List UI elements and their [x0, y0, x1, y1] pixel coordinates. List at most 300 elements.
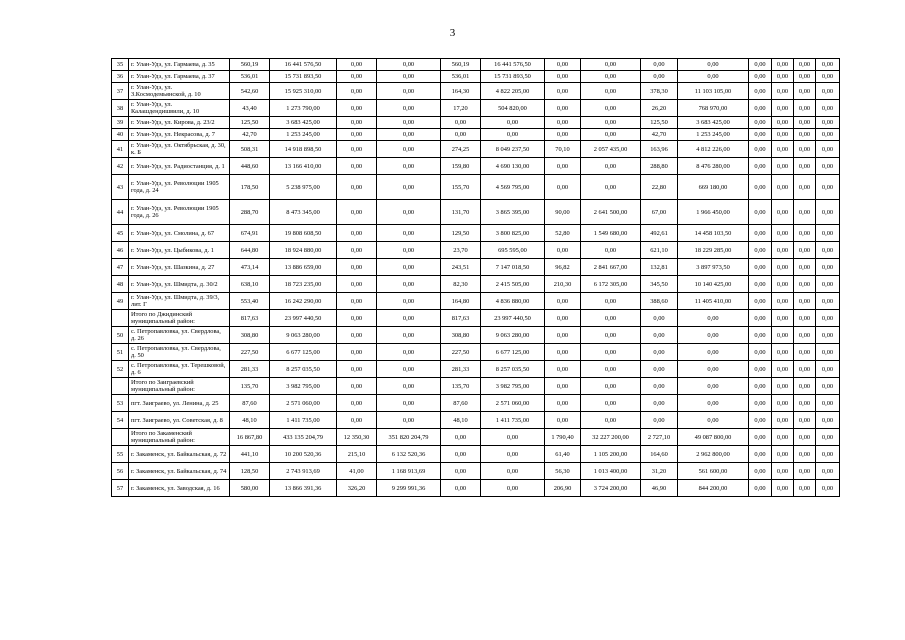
value-cell: 0,00	[749, 200, 772, 225]
value-cell: 125,50	[230, 117, 270, 129]
value-cell: 0,00	[794, 310, 816, 327]
value-cell: 0,00	[545, 242, 581, 259]
value-cell: 132,81	[641, 259, 678, 276]
value-cell: 0,00	[749, 412, 772, 429]
value-cell: 164,60	[641, 446, 678, 463]
value-cell: 0,00	[816, 361, 840, 378]
value-cell: 0,00	[772, 480, 794, 497]
value-cell: 0,00	[772, 141, 794, 158]
value-cell: 0,00	[749, 429, 772, 446]
value-cell: 345,50	[641, 276, 678, 293]
address-cell: с. Петропавловка, ул. Свердлова, д. 26	[129, 327, 230, 344]
row-number: 39	[112, 117, 129, 129]
table-row	[112, 378, 840, 395]
value-cell: 0,00	[794, 200, 816, 225]
value-cell: 0,00	[749, 175, 772, 200]
value-cell: 1 168 913,69	[377, 463, 441, 480]
value-cell: 0,00	[581, 129, 641, 141]
value-cell: 536,01	[230, 71, 270, 83]
value-cell: 0,00	[377, 395, 441, 412]
value-cell: 0,00	[816, 276, 840, 293]
value-cell: 9 299 991,36	[377, 480, 441, 497]
value-cell: 0,00	[749, 361, 772, 378]
value-cell: 6 677 125,00	[481, 344, 545, 361]
value-cell: 0,00	[377, 225, 441, 242]
value-cell: 0,00	[481, 480, 545, 497]
value-cell: 0,00	[749, 344, 772, 361]
value-cell: 16 441 576,50	[481, 59, 545, 71]
value-cell: 0,00	[377, 276, 441, 293]
value-cell: 0,00	[794, 71, 816, 83]
value-cell: 288,70	[230, 200, 270, 225]
value-cell: 56,30	[545, 463, 581, 480]
value-cell: 210,30	[545, 276, 581, 293]
value-cell: 0,00	[772, 463, 794, 480]
value-cell: 0,00	[581, 117, 641, 129]
value-cell: 0,00	[377, 327, 441, 344]
value-cell: 0,00	[545, 412, 581, 429]
value-cell: 0,00	[816, 429, 840, 446]
value-cell: 8 257 035,50	[481, 361, 545, 378]
row-number: 49	[112, 293, 129, 310]
value-cell: 0,00	[377, 242, 441, 259]
table-row	[112, 117, 840, 129]
table-row	[112, 141, 840, 158]
value-cell: 281,33	[441, 361, 481, 378]
value-cell: 308,80	[230, 327, 270, 344]
value-cell: 1 013 400,00	[581, 463, 641, 480]
address-cell: г. Улан-Удэ, ул. Калашдендишвили, д. 10	[129, 100, 230, 117]
value-cell: 0,00	[794, 175, 816, 200]
value-cell: 17,20	[441, 100, 481, 117]
value-cell: 227,50	[230, 344, 270, 361]
value-cell: 0,00	[772, 117, 794, 129]
value-cell: 274,25	[441, 141, 481, 158]
table-row	[112, 480, 840, 497]
value-cell: 508,31	[230, 141, 270, 158]
value-cell: 0,00	[772, 129, 794, 141]
value-cell: 0,00	[337, 259, 377, 276]
value-cell: 13 886 659,00	[270, 259, 337, 276]
value-cell: 0,00	[481, 117, 545, 129]
value-cell: 1 253 245,00	[270, 129, 337, 141]
address-cell: г. Улан-Удэ, ул. Смолина, д. 67	[129, 225, 230, 242]
value-cell: 580,00	[230, 480, 270, 497]
table-row	[112, 412, 840, 429]
value-cell: 0,00	[377, 83, 441, 100]
value-cell: 0,00	[377, 344, 441, 361]
table-row	[112, 225, 840, 242]
value-cell: 0,00	[581, 378, 641, 395]
value-cell: 131,70	[441, 200, 481, 225]
value-cell: 0,00	[641, 378, 678, 395]
address-cell: г. Улан-Удэ, ул. Радиостанция, д. 1	[129, 158, 230, 175]
value-cell: 0,00	[794, 412, 816, 429]
table-row	[112, 361, 840, 378]
table-row	[112, 83, 840, 100]
value-cell: 0,00	[816, 242, 840, 259]
value-cell: 0,00	[749, 293, 772, 310]
value-cell: 10 200 520,36	[270, 446, 337, 463]
value-cell: 1 411 735,00	[481, 412, 545, 429]
value-cell: 0,00	[794, 446, 816, 463]
address-cell: пгт. Заиграево, ул. Советская, д. 8	[129, 412, 230, 429]
row-number: 45	[112, 225, 129, 242]
value-cell: 0,00	[772, 71, 794, 83]
value-cell: 0,00	[377, 361, 441, 378]
address-cell: г. Улан-Удэ, ул. Октябрьская, д. 30, к. Б	[129, 141, 230, 158]
value-cell: 0,00	[772, 259, 794, 276]
value-cell: 0,00	[441, 463, 481, 480]
value-cell: 2 743 913,69	[270, 463, 337, 480]
value-cell: 0,00	[816, 395, 840, 412]
value-cell: 10 140 425,00	[678, 276, 749, 293]
value-cell: 0,00	[337, 378, 377, 395]
value-cell: 0,00	[545, 327, 581, 344]
value-cell: 2 571 060,00	[481, 395, 545, 412]
value-cell: 0,00	[772, 158, 794, 175]
value-cell: 0,00	[772, 200, 794, 225]
value-cell: 0,00	[545, 175, 581, 200]
value-cell: 0,00	[772, 361, 794, 378]
value-cell: 0,00	[772, 100, 794, 117]
address-cell: с. Петропавловка, ул. Свердлова, д. 50	[129, 344, 230, 361]
table-row	[112, 242, 840, 259]
row-number	[112, 310, 129, 327]
value-cell: 159,80	[441, 158, 481, 175]
value-cell: 0,00	[545, 344, 581, 361]
value-cell: 0,00	[794, 129, 816, 141]
value-cell: 473,14	[230, 259, 270, 276]
value-cell: 0,00	[749, 242, 772, 259]
value-cell: 3 683 425,00	[678, 117, 749, 129]
value-cell: 67,00	[641, 200, 678, 225]
value-cell: 0,00	[749, 378, 772, 395]
value-cell: 0,00	[337, 344, 377, 361]
value-cell: 0,00	[749, 59, 772, 71]
value-cell: 4 812 226,00	[678, 141, 749, 158]
value-cell: 3 897 973,50	[678, 259, 749, 276]
table-row	[112, 395, 840, 412]
value-cell: 0,00	[794, 378, 816, 395]
value-cell: 0,00	[772, 242, 794, 259]
value-cell: 14 918 898,50	[270, 141, 337, 158]
value-cell: 0,00	[545, 361, 581, 378]
value-cell: 0,00	[816, 412, 840, 429]
value-cell: 0,00	[337, 117, 377, 129]
address-cell: г. Улан-Удэ, ул. Революции 1905 года, д. 24	[129, 175, 230, 200]
value-cell: 0,00	[581, 327, 641, 344]
value-cell: 49 087 800,00	[678, 429, 749, 446]
value-cell: 388,60	[641, 293, 678, 310]
value-cell: 0,00	[377, 293, 441, 310]
row-number: 48	[112, 276, 129, 293]
value-cell: 0,00	[441, 129, 481, 141]
value-cell: 0,00	[794, 242, 816, 259]
value-cell: 43,40	[230, 100, 270, 117]
register-table	[111, 58, 840, 497]
value-cell: 0,00	[641, 59, 678, 71]
value-cell: 2 415 505,00	[481, 276, 545, 293]
row-number: 41	[112, 141, 129, 158]
value-cell: 0,00	[794, 327, 816, 344]
value-cell: 70,10	[545, 141, 581, 158]
value-cell: 42,70	[230, 129, 270, 141]
table-row	[112, 293, 840, 310]
value-cell: 0,00	[816, 446, 840, 463]
value-cell: 0,00	[545, 117, 581, 129]
value-cell: 0,00	[794, 480, 816, 497]
value-cell: 22,80	[641, 175, 678, 200]
address-cell: пгт. Заиграево, ул. Ленина, д. 25	[129, 395, 230, 412]
table-row	[112, 344, 840, 361]
value-cell: 3 865 395,00	[481, 200, 545, 225]
value-cell: 0,00	[816, 200, 840, 225]
table-row	[112, 310, 840, 327]
value-cell: 0,00	[337, 310, 377, 327]
table-body	[112, 59, 840, 497]
value-cell: 0,00	[337, 225, 377, 242]
value-cell: 0,00	[816, 344, 840, 361]
value-cell: 0,00	[377, 100, 441, 117]
value-cell: 2 962 800,00	[678, 446, 749, 463]
value-cell: 351 820 204,79	[377, 429, 441, 446]
row-number: 43	[112, 175, 129, 200]
value-cell: 26,20	[641, 100, 678, 117]
value-cell: 18 924 880,00	[270, 242, 337, 259]
value-cell: 18 229 285,00	[678, 242, 749, 259]
value-cell: 243,51	[441, 259, 481, 276]
value-cell: 215,10	[337, 446, 377, 463]
address-cell: с. Петропавловка, ул. Терешковой, д. 6	[129, 361, 230, 378]
value-cell: 0,00	[581, 175, 641, 200]
table-row	[112, 59, 840, 71]
value-cell: 0,00	[377, 129, 441, 141]
value-cell: 0,00	[749, 100, 772, 117]
address-cell: г. Улан-Удэ, ул. Революции 1905 года, д. 26	[129, 200, 230, 225]
row-number: 50	[112, 327, 129, 344]
table-row	[112, 158, 840, 175]
value-cell: 0,00	[772, 429, 794, 446]
table-row	[112, 71, 840, 83]
value-cell: 0,00	[545, 71, 581, 83]
value-cell: 90,00	[545, 200, 581, 225]
value-cell: 560,19	[441, 59, 481, 71]
value-cell: 23 997 440,50	[270, 310, 337, 327]
table-row	[112, 327, 840, 344]
value-cell: 0,00	[749, 71, 772, 83]
value-cell: 3 683 425,00	[270, 117, 337, 129]
value-cell: 0,00	[337, 361, 377, 378]
value-cell: 0,00	[749, 141, 772, 158]
value-cell: 2 641 500,00	[581, 200, 641, 225]
table-row	[112, 429, 840, 446]
value-cell: 0,00	[794, 344, 816, 361]
value-cell: 0,00	[441, 429, 481, 446]
value-cell: 42,70	[641, 129, 678, 141]
value-cell: 0,00	[794, 225, 816, 242]
value-cell: 0,00	[441, 117, 481, 129]
address-cell: г. Улан-Удэ, ул. Шмидта, д. 39/3, лит. Г	[129, 293, 230, 310]
table-row	[112, 129, 840, 141]
value-cell: 0,00	[678, 71, 749, 83]
value-cell: 0,00	[581, 242, 641, 259]
value-cell: 281,33	[230, 361, 270, 378]
value-cell: 0,00	[641, 361, 678, 378]
value-cell: 18 723 235,00	[270, 276, 337, 293]
value-cell: 8 476 280,00	[678, 158, 749, 175]
value-cell: 0,00	[337, 200, 377, 225]
address-cell: Итого по Джидинский муниципальный район:	[129, 310, 230, 327]
value-cell: 0,00	[749, 327, 772, 344]
row-number: 35	[112, 59, 129, 71]
value-cell: 0,00	[377, 378, 441, 395]
value-cell: 135,70	[441, 378, 481, 395]
value-cell: 0,00	[816, 100, 840, 117]
value-cell: 19 808 608,50	[270, 225, 337, 242]
value-cell: 0,00	[678, 59, 749, 71]
value-cell: 0,00	[772, 293, 794, 310]
value-cell: 16 867,80	[230, 429, 270, 446]
value-cell: 0,00	[772, 59, 794, 71]
value-cell: 2 571 060,00	[270, 395, 337, 412]
value-cell: 178,50	[230, 175, 270, 200]
value-cell: 6 677 125,00	[270, 344, 337, 361]
value-cell: 16 242 290,00	[270, 293, 337, 310]
value-cell: 0,00	[678, 361, 749, 378]
value-cell: 61,40	[545, 446, 581, 463]
value-cell: 206,90	[545, 480, 581, 497]
value-cell: 1 790,40	[545, 429, 581, 446]
value-cell: 638,10	[230, 276, 270, 293]
value-cell: 15 731 893,50	[481, 71, 545, 83]
value-cell: 0,00	[816, 463, 840, 480]
value-cell: 7 147 018,50	[481, 259, 545, 276]
value-cell: 0,00	[794, 158, 816, 175]
value-cell: 0,00	[749, 158, 772, 175]
value-cell: 32 227 200,00	[581, 429, 641, 446]
value-cell: 3 800 825,00	[481, 225, 545, 242]
value-cell: 504 820,00	[481, 100, 545, 117]
value-cell: 2 057 435,00	[581, 141, 641, 158]
value-cell: 0,00	[816, 59, 840, 71]
value-cell: 0,00	[678, 412, 749, 429]
value-cell: 0,00	[816, 117, 840, 129]
value-cell: 129,50	[441, 225, 481, 242]
value-cell: 14 458 103,50	[678, 225, 749, 242]
value-cell: 0,00	[794, 117, 816, 129]
value-cell: 0,00	[749, 129, 772, 141]
row-number: 40	[112, 129, 129, 141]
value-cell: 0,00	[749, 276, 772, 293]
value-cell: 621,10	[641, 242, 678, 259]
value-cell: 0,00	[816, 293, 840, 310]
value-cell: 96,82	[545, 259, 581, 276]
value-cell: 0,00	[678, 378, 749, 395]
address-cell: Итого по Закаменский муниципальный район:	[129, 429, 230, 446]
value-cell: 0,00	[772, 378, 794, 395]
value-cell: 0,00	[816, 378, 840, 395]
value-cell: 0,00	[337, 175, 377, 200]
table-row	[112, 446, 840, 463]
address-cell: г. Улан-Удэ, ул. Некрасова, д. 7	[129, 129, 230, 141]
address-cell: г. Закаменск, ул. Байкальская, д. 72	[129, 446, 230, 463]
value-cell: 0,00	[816, 83, 840, 100]
value-cell: 0,00	[772, 327, 794, 344]
value-cell: 0,00	[337, 293, 377, 310]
value-cell: 135,70	[230, 378, 270, 395]
value-cell: 326,20	[337, 480, 377, 497]
value-cell: 4 569 795,00	[481, 175, 545, 200]
value-cell: 542,60	[230, 83, 270, 100]
value-cell: 553,40	[230, 293, 270, 310]
value-cell: 0,00	[377, 175, 441, 200]
value-cell: 0,00	[337, 158, 377, 175]
value-cell: 0,00	[581, 395, 641, 412]
value-cell: 23 997 440,50	[481, 310, 545, 327]
value-cell: 0,00	[481, 129, 545, 141]
value-cell: 0,00	[749, 310, 772, 327]
value-cell: 0,00	[377, 412, 441, 429]
value-cell: 9 063 280,00	[270, 327, 337, 344]
value-cell: 0,00	[749, 225, 772, 242]
value-cell: 0,00	[772, 446, 794, 463]
value-cell: 11 405 410,00	[678, 293, 749, 310]
value-cell: 0,00	[377, 310, 441, 327]
value-cell: 0,00	[481, 446, 545, 463]
value-cell: 0,00	[749, 395, 772, 412]
value-cell: 669 180,00	[678, 175, 749, 200]
value-cell: 48,10	[230, 412, 270, 429]
value-cell: 8 049 237,50	[481, 141, 545, 158]
value-cell: 41,00	[337, 463, 377, 480]
value-cell: 0,00	[581, 361, 641, 378]
row-number	[112, 429, 129, 446]
value-cell: 0,00	[377, 259, 441, 276]
row-number: 46	[112, 242, 129, 259]
value-cell: 3 982 795,00	[270, 378, 337, 395]
value-cell: 817,63	[441, 310, 481, 327]
value-cell: 164,30	[441, 83, 481, 100]
value-cell: 0,00	[581, 100, 641, 117]
value-cell: 155,70	[441, 175, 481, 200]
value-cell: 768 970,00	[678, 100, 749, 117]
row-number: 56	[112, 463, 129, 480]
value-cell: 378,30	[641, 83, 678, 100]
value-cell: 0,00	[816, 327, 840, 344]
value-cell: 4 822 205,00	[481, 83, 545, 100]
value-cell: 163,96	[641, 141, 678, 158]
value-cell: 0,00	[545, 129, 581, 141]
value-cell: 561 600,00	[678, 463, 749, 480]
value-cell: 9 063 280,00	[481, 327, 545, 344]
value-cell: 0,00	[816, 175, 840, 200]
value-cell: 0,00	[545, 158, 581, 175]
value-cell: 15 925 310,00	[270, 83, 337, 100]
address-cell: г. Улан-Удэ, ул. Шазкина, д. 27	[129, 259, 230, 276]
row-number: 53	[112, 395, 129, 412]
table-row	[112, 200, 840, 225]
value-cell: 1 273 790,00	[270, 100, 337, 117]
value-cell: 0,00	[816, 129, 840, 141]
table-row	[112, 276, 840, 293]
value-cell: 0,00	[581, 158, 641, 175]
row-number: 55	[112, 446, 129, 463]
value-cell: 0,00	[772, 310, 794, 327]
value-cell: 0,00	[678, 310, 749, 327]
value-cell: 0,00	[581, 71, 641, 83]
value-cell: 0,00	[337, 100, 377, 117]
